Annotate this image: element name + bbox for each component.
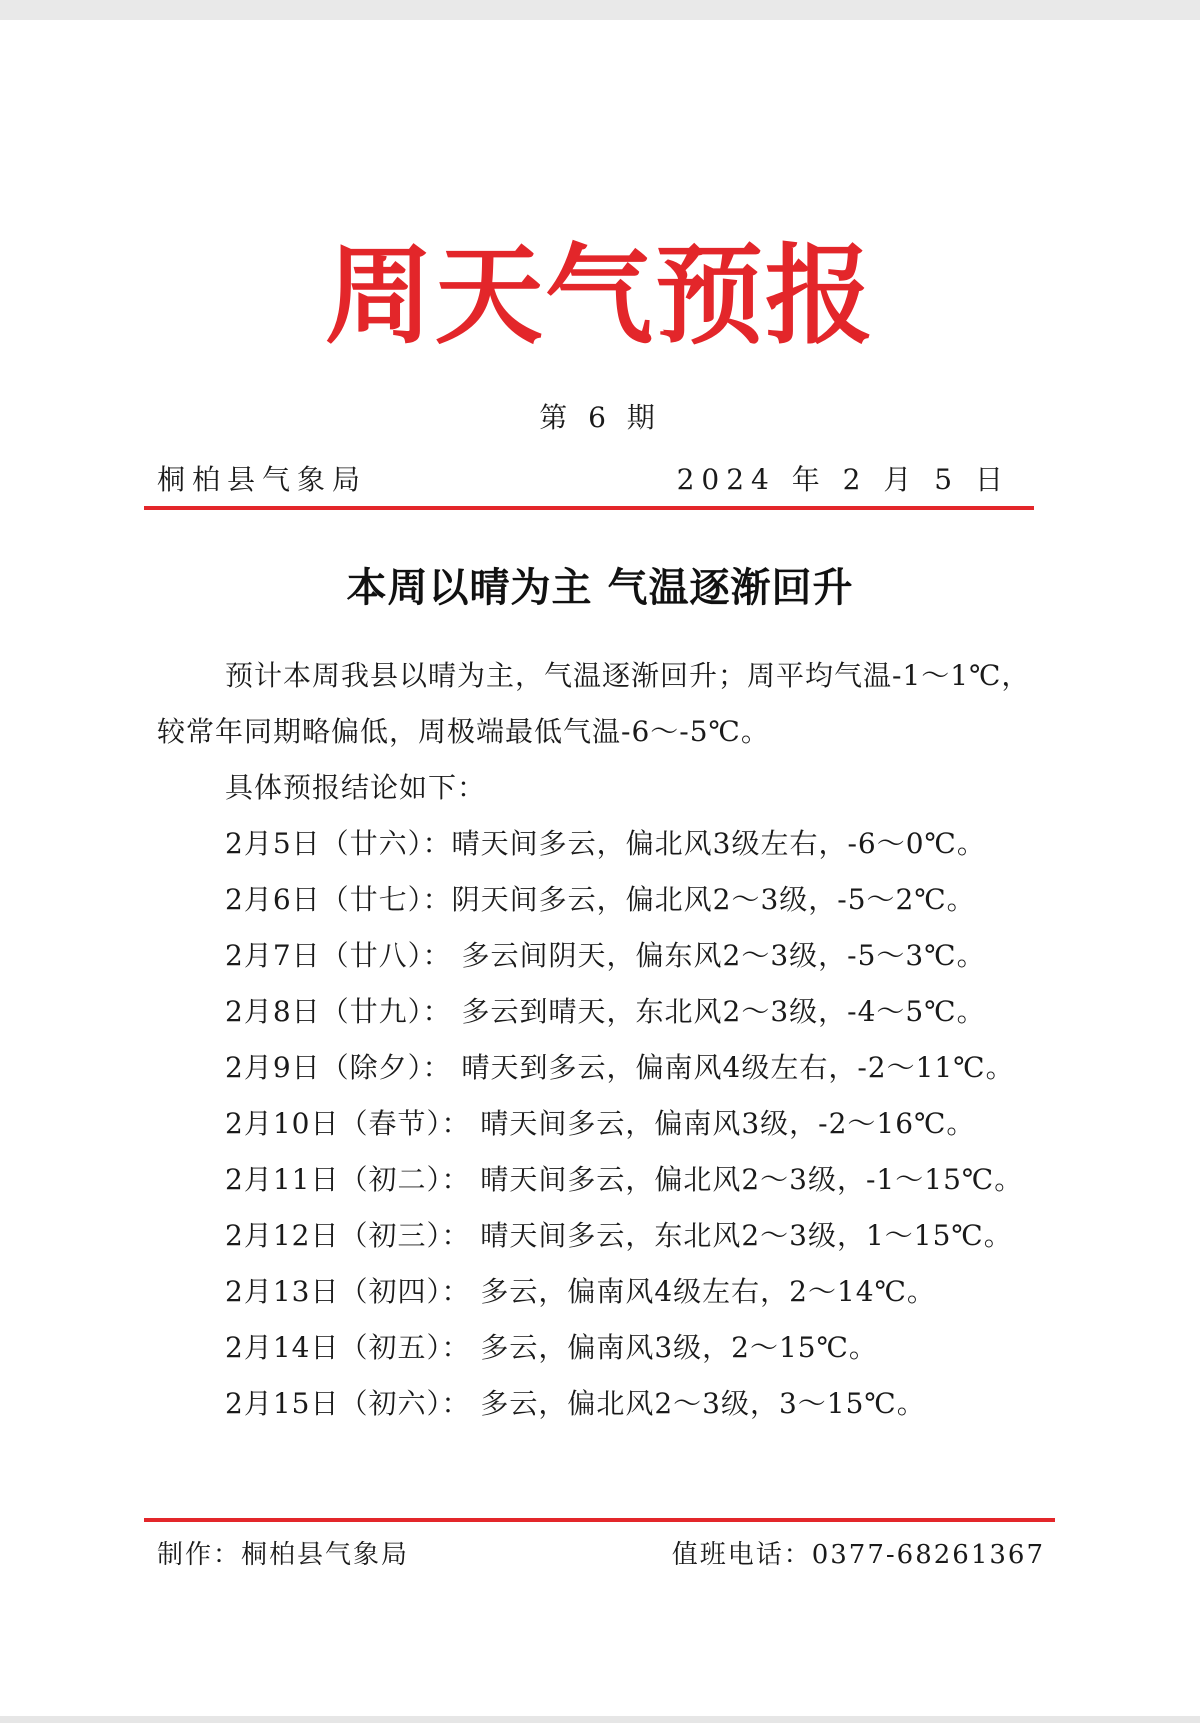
forecast-list [157,816,1092,1432]
footer-divider [144,1518,1055,1522]
forecast-item: 2月10日（春节）： 晴天间多云，偏南风3级，-2～16℃。 [225,1107,976,1140]
forecast-item: 2月8日（廿九）： 多云到晴天，东北风2～3级，-4～5℃。 [225,995,986,1028]
header-divider [144,506,1034,510]
bottom-margin-band [0,1716,1200,1723]
forecast-item: 2月13日（初四）： 多云，偏南风4级左右，2～14℃。 [225,1275,936,1308]
issuer-name: 桐柏县气象局 [157,463,368,496]
detail-intro: 具体预报结论如下： [225,771,487,804]
masthead-title: 周天气预报 [324,234,875,359]
summary-line-2: 较常年同期略偏低，周极端最低气温-6～-5℃。 [157,715,770,748]
forecast-item: 2月14日（初五）： 多云，偏南风3级，2～15℃。 [225,1331,878,1364]
issue-number: 第 6 期 [539,401,661,434]
duty-hotline: 值班电话：0377-68261367 [671,1540,1045,1570]
forecast-item: 2月6日（廿七）：阴天间多云，偏北风2～3级，-5～2℃。 [225,883,976,916]
forecast-item: 2月7日（廿八）： 多云间阴天，偏东风2～3级，-5～3℃。 [225,939,986,972]
forecast-item: 2月12日（初三）： 晴天间多云，东北风2～3级，1～15℃。 [225,1219,1013,1252]
forecast-item: 2月15日（初六）： 多云，偏北风2～3级，3～15℃。 [225,1387,926,1420]
forecast-item: 2月11日（初二）： 晴天间多云，偏北风2～3级，-1～15℃。 [225,1163,1024,1196]
article-headline: 本周以晴为主 气温逐渐回升 [346,565,854,611]
top-margin-band [0,0,1200,20]
forecast-item: 2月5日（廿六）：晴天间多云，偏北风3级左右，-6～0℃。 [225,827,986,860]
issue-date: 2024 年 2 月 5 日 [676,463,1010,496]
forecast-item: 2月9日（除夕）： 晴天到多云，偏南风4级左右，-2～11℃。 [225,1051,1015,1084]
producer-credit: 制作：桐柏县气象局 [157,1540,410,1570]
summary-line-1: 预计本周我县以晴为主，气温逐渐回升；周平均气温-1～1℃， [225,659,1031,692]
article-body [157,648,1092,1432]
